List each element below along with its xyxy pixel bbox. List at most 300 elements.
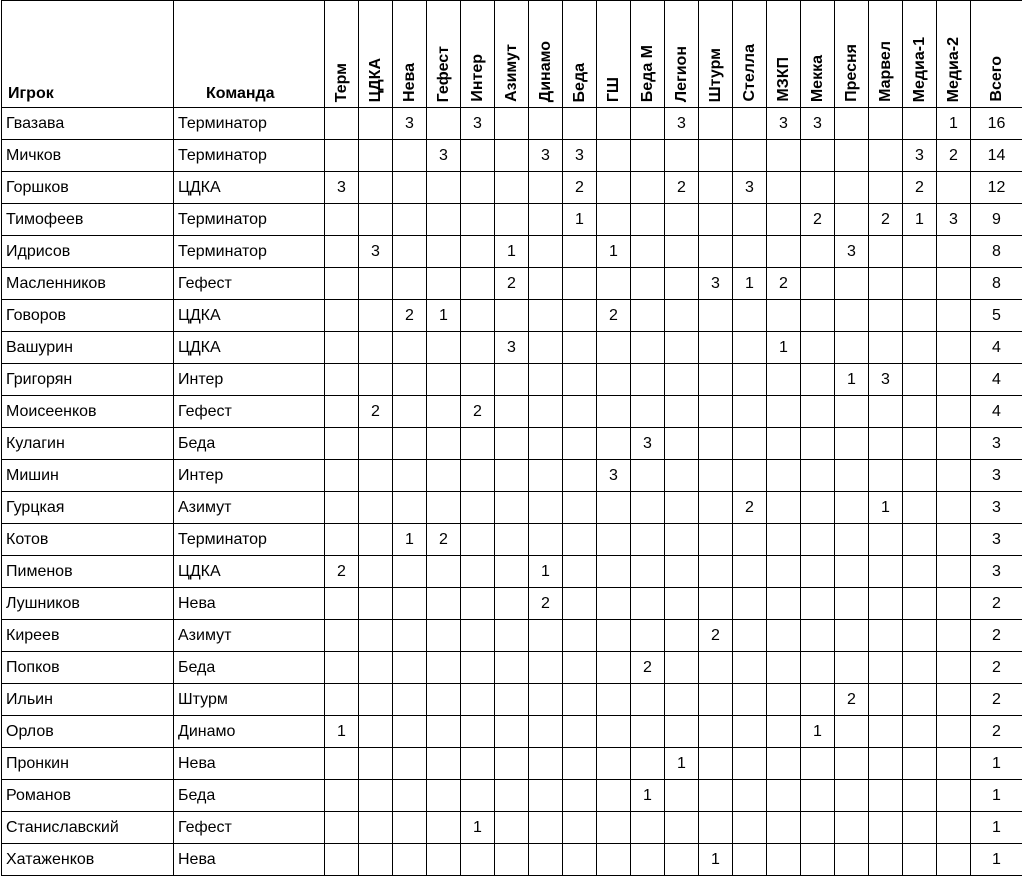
score-cell [359,684,393,716]
score-cell [699,300,733,332]
score-cell: 1 [937,108,971,140]
header-column-label: Беда М [640,45,656,102]
score-cell: 1 [631,780,665,812]
score-cell: 2 [665,172,699,204]
score-cell [869,780,903,812]
team-name: Беда [174,780,325,812]
score-cell [631,204,665,236]
header-column-label: Марвел [878,41,894,102]
score-cell [393,140,427,172]
table-row [2,780,1022,812]
score-cell [393,396,427,428]
score-cell [801,588,835,620]
score-cell [835,140,869,172]
table-row [2,172,1022,204]
score-cell [427,780,461,812]
header-column-label: Легион [674,46,690,102]
score-cell [733,716,767,748]
total-cell: 9 [971,204,1022,236]
score-cell [937,172,971,204]
score-cell [869,172,903,204]
score-cell [801,236,835,268]
score-cell [597,428,631,460]
team-name: Азимут [174,492,325,524]
score-cell [665,332,699,364]
team-name: ЦДКА [174,556,325,588]
score-cell [563,556,597,588]
score-cell: 3 [801,108,835,140]
score-cell: 3 [937,204,971,236]
score-cell [767,492,801,524]
score-cell: 2 [835,684,869,716]
score-cell [767,204,801,236]
score-cell: 1 [427,300,461,332]
team-name: Нева [174,588,325,620]
score-cell [801,492,835,524]
total-cell: 3 [971,428,1022,460]
score-cell [393,748,427,780]
score-cell [529,684,563,716]
score-cell [597,140,631,172]
score-cell [631,684,665,716]
score-cell [903,492,937,524]
score-cell [835,460,869,492]
score-cell [427,652,461,684]
score-cell [665,524,699,556]
player-name: Тимофеев [2,204,174,236]
score-cell: 3 [665,108,699,140]
score-cell [597,652,631,684]
score-cell: 2 [563,172,597,204]
score-cell: 1 [801,716,835,748]
table-row [2,684,1022,716]
score-cell [903,428,937,460]
score-cell [869,716,903,748]
score-cell: 2 [767,268,801,300]
total-cell: 4 [971,396,1022,428]
score-cell [631,332,665,364]
score-cell [903,844,937,876]
score-cell [699,108,733,140]
score-cell [937,780,971,812]
score-cell [665,428,699,460]
score-cell: 1 [597,236,631,268]
score-cell [325,332,359,364]
score-cell: 2 [393,300,427,332]
table-row [2,460,1022,492]
score-cell [665,492,699,524]
total-cell: 12 [971,172,1022,204]
header-column [835,1,869,108]
score-cell [529,300,563,332]
score-cell [359,332,393,364]
score-cell [903,524,937,556]
score-cell [325,684,359,716]
table-row [2,812,1022,844]
score-cell [427,204,461,236]
score-cell [937,524,971,556]
score-cell [325,652,359,684]
score-cell [495,748,529,780]
score-cell [495,812,529,844]
score-cell [665,588,699,620]
header-row [2,1,1022,108]
score-cell [835,300,869,332]
score-cell [461,780,495,812]
score-cell: 2 [495,268,529,300]
score-cell: 1 [767,332,801,364]
score-cell [359,108,393,140]
score-cell [903,620,937,652]
header-column [393,1,427,108]
score-cell [359,364,393,396]
score-cell [529,364,563,396]
score-cell [835,652,869,684]
score-cell [393,172,427,204]
score-cell [597,108,631,140]
score-cell [359,428,393,460]
score-cell [733,460,767,492]
score-cell [597,556,631,588]
score-cell: 2 [597,300,631,332]
score-cell [461,460,495,492]
score-cell: 2 [529,588,563,620]
score-cell [563,396,597,428]
score-cell [359,300,393,332]
score-cell [903,780,937,812]
score-cell [529,492,563,524]
player-name: Мичков [2,140,174,172]
header-column-label: Беда [572,63,588,102]
score-cell: 3 [767,108,801,140]
score-cell [937,396,971,428]
total-cell: 3 [971,556,1022,588]
header-column-label: Стелла [742,44,758,102]
score-cell [427,620,461,652]
score-cell: 3 [733,172,767,204]
score-cell [801,652,835,684]
score-cell [461,492,495,524]
score-cell [665,620,699,652]
score-cell [427,684,461,716]
score-cell [631,140,665,172]
score-cell [835,396,869,428]
score-cell [563,812,597,844]
total-cell: 1 [971,748,1022,780]
score-cell [733,364,767,396]
score-cell [359,748,393,780]
header-column-label: Медиа-2 [946,37,962,102]
score-cell [631,460,665,492]
score-cell [835,588,869,620]
score-cell [393,780,427,812]
score-cell [937,748,971,780]
score-cell: 1 [733,268,767,300]
total-cell: 2 [971,588,1022,620]
score-cell [869,332,903,364]
score-cell [699,204,733,236]
score-cell [699,684,733,716]
score-cell [767,172,801,204]
header-column-label: Штурм [708,48,724,102]
total-cell: 8 [971,268,1022,300]
total-cell: 1 [971,844,1022,876]
score-cell [597,588,631,620]
score-cell [699,716,733,748]
header-column [665,1,699,108]
score-cell [529,780,563,812]
team-name: Динамо [174,716,325,748]
total-cell: 2 [971,652,1022,684]
score-cell [359,780,393,812]
score-cell [767,588,801,620]
score-cell [427,492,461,524]
score-cell [903,556,937,588]
score-cell [767,396,801,428]
score-cell [903,364,937,396]
score-cell [665,396,699,428]
table-row [2,300,1022,332]
score-cell [495,556,529,588]
player-name: Говоров [2,300,174,332]
team-name: Терминатор [174,204,325,236]
table-row [2,204,1022,236]
score-cell [699,236,733,268]
score-cell [529,460,563,492]
score-cell [529,172,563,204]
player-name: Попков [2,652,174,684]
score-cell [699,556,733,588]
team-name: Терминатор [174,108,325,140]
score-cell [699,428,733,460]
player-name: Кулагин [2,428,174,460]
score-cell [427,236,461,268]
score-cell [597,812,631,844]
table-row [2,332,1022,364]
header-column [325,1,359,108]
score-cell [495,524,529,556]
score-cell [903,108,937,140]
score-cell [563,460,597,492]
score-cell [835,780,869,812]
score-cell [325,844,359,876]
player-name: Ильин [2,684,174,716]
score-cell [903,748,937,780]
score-cell [767,812,801,844]
score-cell [835,428,869,460]
score-cell: 2 [359,396,393,428]
score-cell [529,332,563,364]
player-name: Идрисов [2,236,174,268]
total-cell: 2 [971,716,1022,748]
score-cell [563,268,597,300]
score-cell [937,620,971,652]
score-cell [937,556,971,588]
score-cell [359,172,393,204]
score-cell [427,460,461,492]
score-cell [325,780,359,812]
score-cell [563,236,597,268]
score-cell [461,204,495,236]
score-cell [631,524,665,556]
score-cell [597,620,631,652]
score-cell [393,492,427,524]
total-cell: 2 [971,684,1022,716]
score-cell [869,844,903,876]
score-cell [597,396,631,428]
score-cell [665,460,699,492]
score-cell: 2 [325,556,359,588]
header-player: Игрок [2,1,174,108]
table-row [2,524,1022,556]
total-cell: 4 [971,364,1022,396]
score-cell [325,748,359,780]
score-cell [767,684,801,716]
score-cell [767,140,801,172]
score-cell [461,524,495,556]
score-cell [529,524,563,556]
score-cell [495,588,529,620]
score-cell [461,684,495,716]
score-cell: 2 [631,652,665,684]
score-cell [665,684,699,716]
score-cell [359,620,393,652]
score-cell [325,108,359,140]
score-cell: 3 [359,236,393,268]
score-cell [495,108,529,140]
score-cell [869,460,903,492]
score-cell [393,684,427,716]
score-cell [767,556,801,588]
score-cell [631,620,665,652]
team-name: Азимут [174,620,325,652]
score-cell [393,556,427,588]
score-cell [393,812,427,844]
score-cell [937,812,971,844]
header-column-label: Терм [334,63,350,102]
score-cell [835,268,869,300]
score-cell: 3 [903,140,937,172]
score-cell [937,844,971,876]
table-row [2,236,1022,268]
team-name: ЦДКА [174,300,325,332]
score-cell [869,684,903,716]
team-name: Штурм [174,684,325,716]
score-cell [733,780,767,812]
player-name: Киреев [2,620,174,652]
score-cell [767,620,801,652]
score-cell [495,780,529,812]
score-cell [563,524,597,556]
player-name: Пименов [2,556,174,588]
score-cell [665,652,699,684]
score-cell [903,332,937,364]
header-column [461,1,495,108]
team-name: Гефест [174,268,325,300]
score-cell [733,204,767,236]
score-cell [427,396,461,428]
score-cell [427,268,461,300]
score-cell [801,396,835,428]
score-cell [461,748,495,780]
score-cell: 3 [495,332,529,364]
score-cell [835,204,869,236]
score-cell [325,268,359,300]
player-name: Моисеенков [2,396,174,428]
score-cell [869,620,903,652]
score-cell [325,428,359,460]
score-cell [665,236,699,268]
total-cell: 3 [971,492,1022,524]
score-cell [529,396,563,428]
team-name: Интер [174,460,325,492]
score-cell [495,300,529,332]
score-cell [937,652,971,684]
score-cell [801,748,835,780]
score-cell [869,652,903,684]
score-cell [869,108,903,140]
score-cell [801,332,835,364]
header-column-label: Азимут [504,44,520,102]
header-column-label: Интер [470,54,486,102]
score-cell [495,684,529,716]
table-row [2,716,1022,748]
score-cell [835,492,869,524]
score-cell [937,428,971,460]
header-column [869,1,903,108]
team-name: ЦДКА [174,332,325,364]
score-cell: 3 [325,172,359,204]
score-cell: 1 [835,364,869,396]
score-cell [529,844,563,876]
header-column [597,1,631,108]
score-cell [903,588,937,620]
score-cell [801,300,835,332]
score-cell: 3 [835,236,869,268]
score-cell [393,844,427,876]
score-cell [665,300,699,332]
score-cell: 1 [529,556,563,588]
player-name: Мишин [2,460,174,492]
score-cell [393,268,427,300]
header-column [733,1,767,108]
score-cell [801,140,835,172]
score-cell [665,204,699,236]
score-cell [427,844,461,876]
score-cell [767,236,801,268]
header-team: Команда [174,1,325,108]
player-name: Вашурин [2,332,174,364]
score-cell [937,492,971,524]
score-cell [563,364,597,396]
score-cell [461,140,495,172]
score-cell [835,620,869,652]
score-cell [665,812,699,844]
score-cell [733,748,767,780]
score-cell [529,268,563,300]
score-cell: 2 [699,620,733,652]
score-cell [631,844,665,876]
score-cell: 1 [495,236,529,268]
total-cell: 4 [971,332,1022,364]
score-cell [699,780,733,812]
score-cell [699,172,733,204]
table-body [2,108,1022,876]
score-cell [325,364,359,396]
score-cell [733,588,767,620]
score-cell: 1 [665,748,699,780]
score-cell [359,460,393,492]
